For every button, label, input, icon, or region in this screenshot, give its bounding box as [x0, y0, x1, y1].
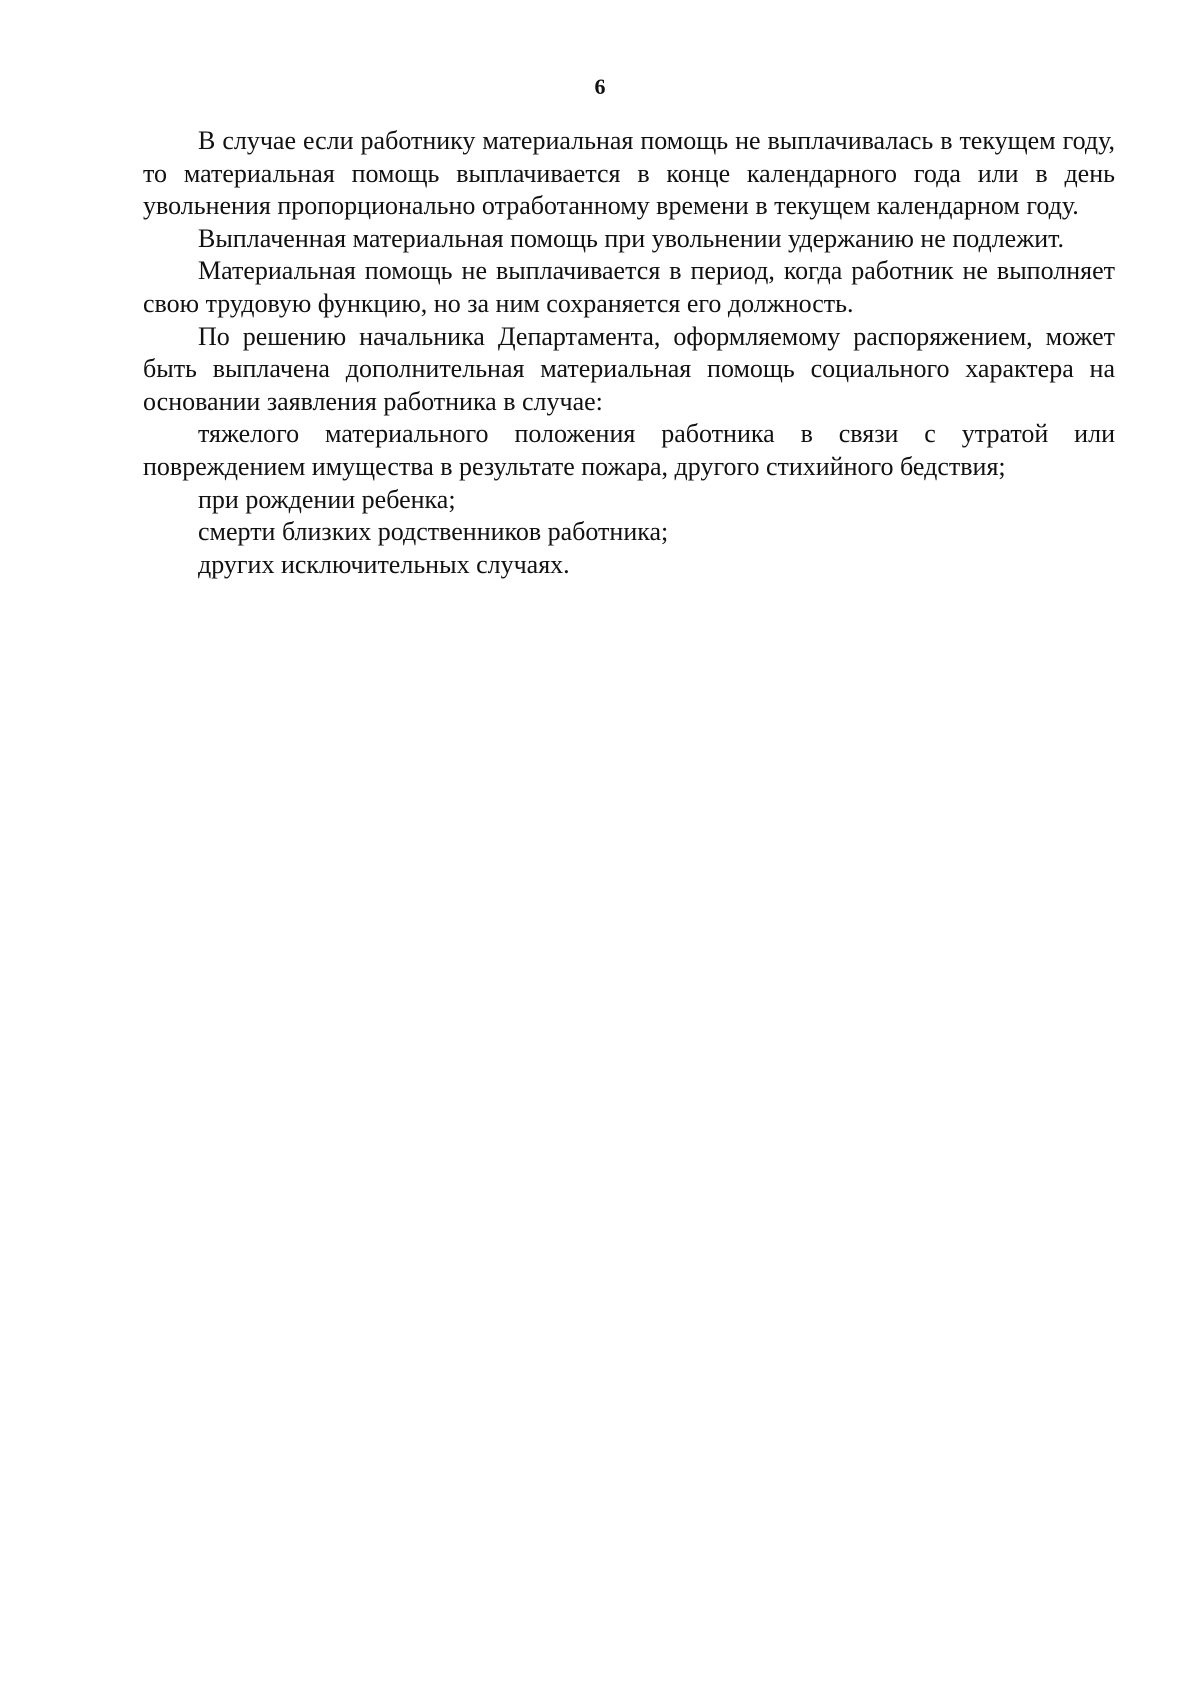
list-item-exceptional-cases: других исключительных случаях. — [198, 549, 570, 579]
paragraph-additional-social-aid: По решению начальника Департамента, оформляемому распоряжением, может быть выплачена дополнительная материальная помощь социального характера на основании заявления работника в случае: — [143, 321, 1115, 416]
paragraph-no-withholding-on-dismissal: Выплаченная материальная помощь при увольнении удержанию не подлежит. — [198, 223, 1065, 253]
paragraph-not-paid-during-absence: Материальная помощь не выплачивается в период, когда работник не выполняет свою трудовую функцию, но за ним сохраняется его должность. — [143, 256, 1115, 318]
document-body — [143, 125, 1115, 581]
list-item-relative-death: смерти близких родственников работника; — [198, 517, 669, 547]
list-item-child-birth: при рождении ребенка; — [198, 484, 456, 514]
list-item-property-loss: тяжелого материального положения работника в связи с утратой или повреждением имущества в результате пожара, другого стихийного бедствия; — [143, 419, 1115, 481]
paragraph-material-aid-end-of-year: В случае если работнику материальная помощь не выплачивалась в текущем году, то материальная помощь выплачивается в конце календарного года или в день увольнения пропорционально отработанному времени в текущем календарном году. — [143, 126, 1115, 221]
page-number: 6 — [594, 74, 606, 99]
